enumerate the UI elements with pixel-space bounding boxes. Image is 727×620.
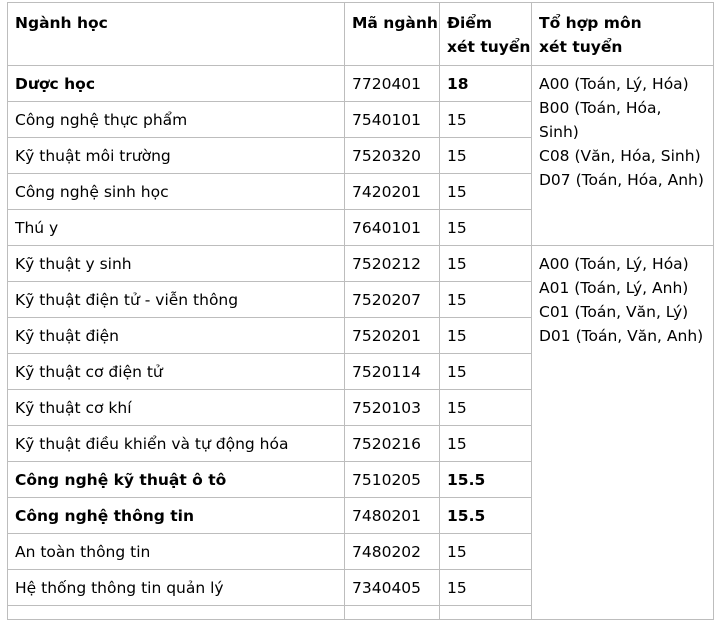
combo-item: C01 (Toán, Văn, Lý)	[539, 303, 689, 321]
score-cell: 15	[440, 570, 532, 606]
major-cell: An toàn thông tin	[8, 534, 345, 570]
combo-cell	[532, 66, 714, 246]
header-combo-line1: Tổ hợp môn	[539, 14, 642, 32]
header-score	[440, 3, 532, 66]
score-cell: 15	[440, 534, 532, 570]
major-cell: Kỹ thuật cơ khí	[8, 390, 345, 426]
major-cell: Công nghệ thực phẩm	[8, 102, 345, 138]
score-cell: 15.5	[440, 462, 532, 498]
code-cell: 7520114	[345, 354, 440, 390]
code-cell: 7520201	[345, 318, 440, 354]
code-cell: 7640101	[345, 210, 440, 246]
combo-item: A00 (Toán, Lý, Hóa)	[539, 255, 689, 273]
header-score-line1: Điểm	[447, 14, 492, 32]
major-cell: Công nghệ thông tin	[8, 498, 345, 534]
code-cell: 7520216	[345, 426, 440, 462]
major-cell: Kỹ thuật môi trường	[8, 138, 345, 174]
major-cell: Kỹ thuật điện tử - viễn thông	[8, 282, 345, 318]
combo-item: C08 (Văn, Hóa, Sinh)	[539, 147, 701, 165]
admission-table	[7, 2, 714, 620]
major-cell: Thú y	[8, 210, 345, 246]
code-cell: 7520103	[345, 390, 440, 426]
combo-item: D01 (Toán, Văn, Anh)	[539, 327, 704, 345]
major-cell: Công nghệ sinh học	[8, 174, 345, 210]
code-cell: 7420201	[345, 174, 440, 210]
table-row	[8, 246, 714, 282]
code-cell: 7480201	[345, 498, 440, 534]
header-row	[8, 3, 714, 66]
code-cell: 7520207	[345, 282, 440, 318]
header-score-line2: xét tuyển	[447, 38, 531, 56]
header-code	[345, 3, 440, 66]
score-cell: 15	[440, 282, 532, 318]
score-cell: 15	[440, 210, 532, 246]
major-cell: Công nghệ kỹ thuật ô tô	[8, 462, 345, 498]
major-cell: Kỹ thuật cơ điện tử	[8, 354, 345, 390]
code-cell: 7340405	[345, 570, 440, 606]
header-combo-line2: xét tuyển	[539, 38, 623, 56]
combo-item: A00 (Toán, Lý, Hóa)	[539, 75, 689, 93]
code-cell: 7540101	[345, 102, 440, 138]
score-cell: 15	[440, 426, 532, 462]
combo-cell	[532, 246, 714, 620]
combo-item: D07 (Toán, Hóa, Anh)	[539, 171, 704, 189]
score-cell: 15	[440, 246, 532, 282]
header-combo	[532, 3, 714, 66]
empty-cell	[345, 606, 440, 620]
major-cell: Dược học	[8, 66, 345, 102]
code-cell: 7520212	[345, 246, 440, 282]
score-cell: 15.5	[440, 498, 532, 534]
header-code-label: Mã ngành	[352, 14, 438, 32]
combo-item: A01 (Toán, Lý, Anh)	[539, 279, 689, 297]
combo-item: B00 (Toán, Hóa, Sinh)	[539, 99, 662, 141]
score-cell: 15	[440, 138, 532, 174]
major-cell: Kỹ thuật điều khiển và tự động hóa	[8, 426, 345, 462]
header-major	[8, 3, 345, 66]
empty-cell	[8, 606, 345, 620]
major-cell: Kỹ thuật y sinh	[8, 246, 345, 282]
empty-cell	[440, 606, 532, 620]
score-cell: 15	[440, 354, 532, 390]
header-major-label: Ngành học	[15, 14, 108, 32]
major-cell: Kỹ thuật điện	[8, 318, 345, 354]
score-cell: 15	[440, 390, 532, 426]
score-cell: 15	[440, 102, 532, 138]
score-cell: 15	[440, 318, 532, 354]
score-cell: 18	[440, 66, 532, 102]
code-cell: 7520320	[345, 138, 440, 174]
code-cell: 7720401	[345, 66, 440, 102]
major-cell: Hệ thống thông tin quản lý	[8, 570, 345, 606]
score-cell: 15	[440, 174, 532, 210]
table-row	[8, 66, 714, 102]
code-cell: 7480202	[345, 534, 440, 570]
code-cell: 7510205	[345, 462, 440, 498]
